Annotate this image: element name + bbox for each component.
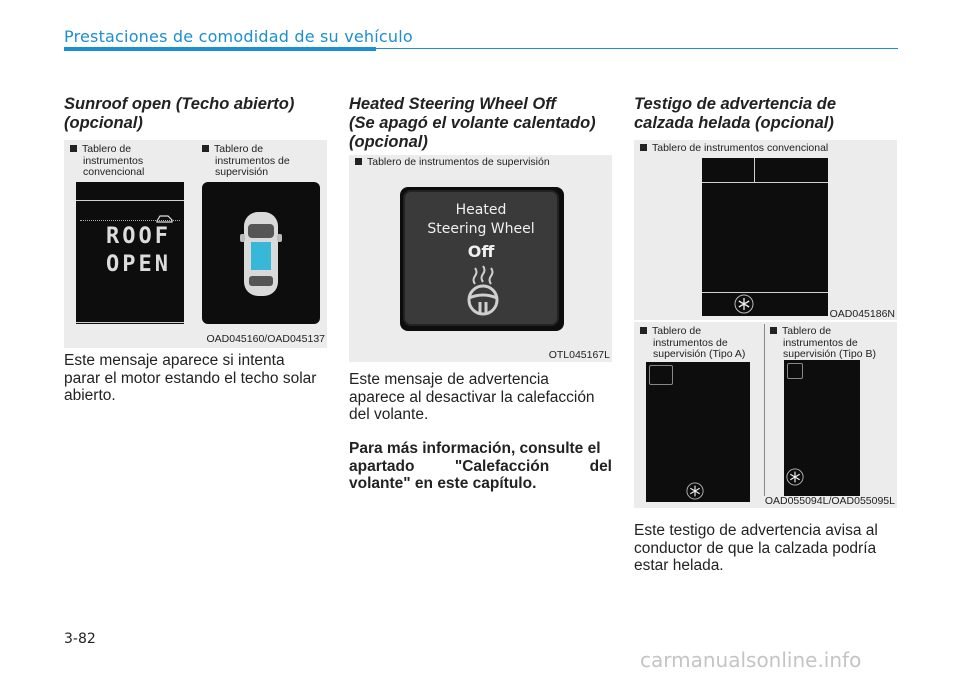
screen-divider — [76, 322, 184, 323]
caption-text: Tablero de instrumentos de supervisión — [367, 156, 550, 168]
body-line: apartado "Calefacción del — [349, 457, 612, 475]
snowflake-icon — [786, 468, 804, 486]
icy-caption-type-a — [640, 326, 745, 361]
heated-text-line3: Off — [467, 242, 495, 261]
caption-text: convencional — [83, 166, 145, 178]
heated-text-line1: Heated — [455, 202, 507, 218]
heated-text-line2: Steering Wheel — [427, 221, 535, 237]
body-line: estar helada. — [634, 557, 724, 574]
watermark: carmanualsonline.info — [640, 648, 862, 672]
bullet-square-icon — [770, 327, 777, 334]
type-b-status-box — [787, 363, 803, 379]
bullet-square-icon — [640, 144, 647, 151]
page-header-title: Prestaciones de comodidad de su vehículo — [64, 27, 413, 46]
body-line: parar el motor estando el techo solar — [64, 369, 317, 387]
icy-figure-bottom — [634, 322, 897, 508]
icy-image-code-bottom: OAD055094L/OAD055095L — [764, 495, 895, 507]
body-line: abierto. — [64, 387, 116, 404]
heated-figure — [349, 155, 612, 362]
caption-text: instrumentos de — [215, 154, 290, 167]
supervision-cluster-screen — [202, 182, 320, 324]
sunroof-caption-right — [202, 144, 290, 179]
heated-image-code: OTL045167L — [548, 349, 610, 361]
heated-body — [349, 371, 612, 424]
icy-title — [634, 95, 904, 133]
caption-text: Tablero de — [782, 325, 832, 337]
conventional-icy-screen — [702, 158, 828, 316]
header-accent-bar — [64, 47, 376, 51]
sunroof-title-line2: (opcional) — [64, 114, 143, 132]
screen-divider — [702, 292, 828, 293]
icy-caption-type-b — [770, 326, 876, 361]
bullet-square-icon — [70, 145, 77, 152]
car-top-view-icon — [238, 208, 284, 300]
screen-divider — [702, 182, 828, 183]
screen-divider — [76, 200, 184, 201]
caption-text: supervisión (Tipo B) — [783, 348, 876, 360]
heated-message-box — [403, 190, 559, 326]
body-line: Este mensaje de advertencia — [349, 371, 549, 388]
bullet-square-icon — [202, 145, 209, 152]
open-display-text: OPEN — [106, 252, 171, 277]
heated-title-line1: Heated Steering Wheel Off — [349, 95, 556, 113]
body-line: Para más información, consulte el — [349, 440, 601, 457]
icy-body — [634, 522, 897, 575]
bullet-square-icon — [640, 327, 647, 334]
caption-text: Tablero de — [652, 325, 702, 337]
heated-title-line2: (Se apagó el volante calentado) — [349, 114, 596, 132]
snowflake-icon — [686, 482, 704, 500]
conventional-cluster-screen — [76, 182, 184, 324]
caption-text: instrumentos — [83, 154, 144, 167]
body-line: Este testigo de advertencia avisa al — [634, 522, 878, 539]
heated-title — [349, 95, 619, 152]
heated-caption — [355, 157, 550, 169]
page-number: 3-82 — [64, 631, 96, 647]
body-line: conductor de que la calzada podría — [634, 539, 877, 557]
heated-display-screen — [400, 187, 564, 331]
caption-text: instrumentos de — [653, 336, 728, 349]
snowflake-icon — [734, 294, 754, 314]
icy-image-code-top: OAD045186N — [829, 308, 895, 320]
heated-reference-note — [349, 440, 612, 493]
sunroof-caption-left — [70, 144, 144, 179]
sunroof-body — [64, 352, 327, 405]
caption-text: Tablero de — [214, 143, 264, 155]
type-a-status-box — [649, 365, 673, 385]
heated-steering-wheel-icon — [460, 264, 506, 316]
body-line: del volante. — [349, 406, 429, 423]
sunroof-figure — [64, 140, 327, 348]
type-a-icy-screen — [646, 362, 750, 502]
sunroof-title-line1: Sunroof open (Techo abierto) — [64, 95, 295, 113]
body-line: aparece al desactivar la calefacción — [349, 388, 595, 406]
icy-figure-top — [634, 140, 897, 320]
caption-text: supervisión (Tipo A) — [653, 348, 746, 360]
caption-text: Tablero de — [82, 143, 132, 155]
figure-divider — [764, 324, 765, 496]
type-b-icy-screen — [784, 360, 860, 496]
sunroof-title — [64, 95, 334, 133]
body-line: volante" en este capítulo. — [349, 475, 537, 492]
caption-text: instrumentos de — [783, 336, 858, 349]
icy-title-line1: Testigo de advertencia de — [634, 95, 837, 113]
caption-text: Tablero de instrumentos convencional — [652, 142, 829, 154]
header-rule — [376, 48, 898, 49]
icy-caption-top — [640, 143, 828, 155]
screen-divider — [754, 158, 755, 182]
roof-display-text: ROOF — [106, 224, 171, 249]
sunroof-image-code: OAD045160/OAD045137 — [206, 333, 325, 345]
bullet-square-icon — [355, 158, 362, 165]
heated-title-line3: (opcional) — [349, 133, 428, 151]
icy-title-line2: calzada helada (opcional) — [634, 114, 834, 132]
body-line: Este mensaje aparece si intenta — [64, 352, 285, 369]
sunroof-car-icon — [156, 212, 174, 224]
caption-text: supervisión — [215, 166, 269, 178]
